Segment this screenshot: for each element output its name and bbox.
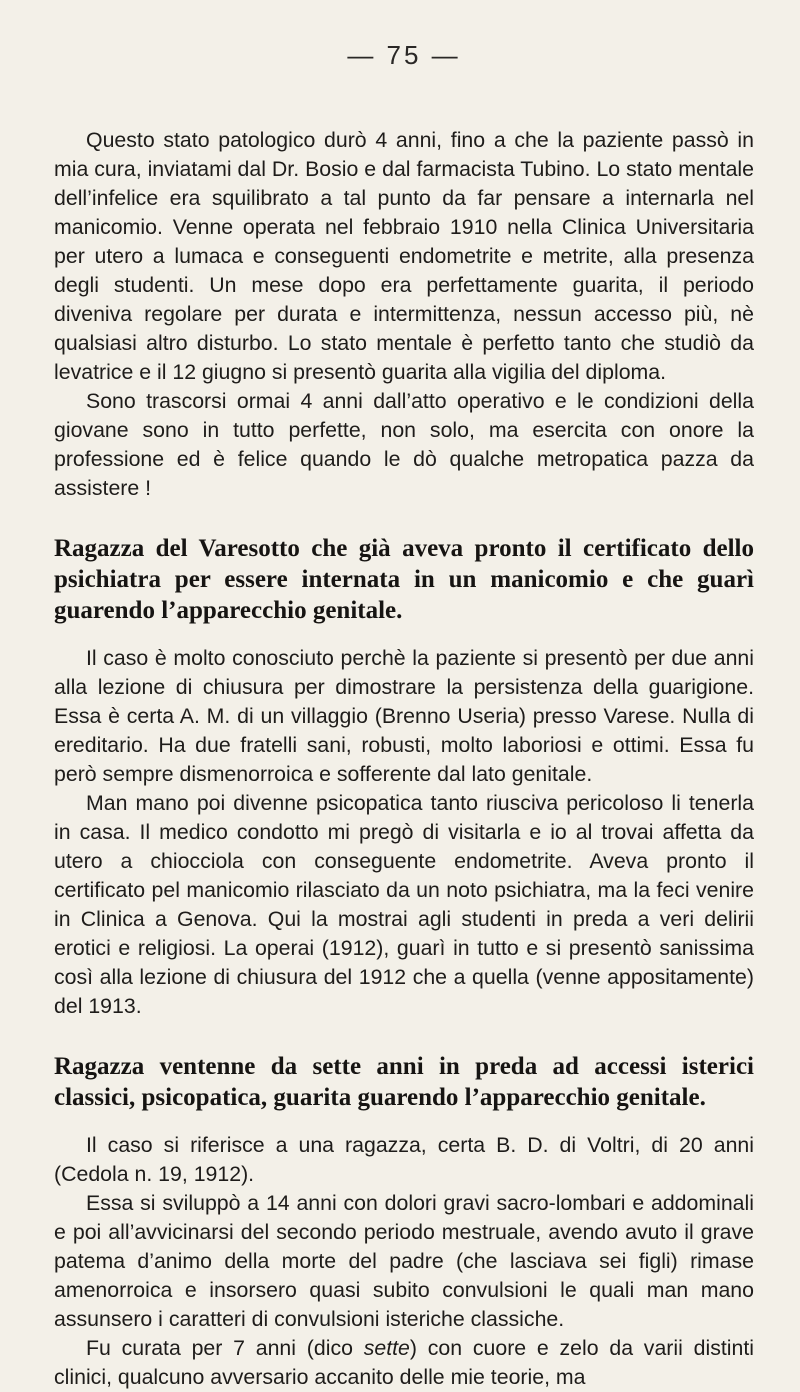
section-heading-1: Ragazza del Varesotto che già aveva pronto il certificato dello psichiatra per essere internata in un manicomio e che guarì guarendo l’apparecchio genitale.	[54, 535, 754, 624]
paragraph-7-text-a: Fu curata per 7 anni (dico	[86, 1336, 364, 1360]
paragraph-7-emphasis: sette	[363, 1336, 410, 1360]
page-number: — 75 —	[347, 40, 461, 70]
paragraph-2: Sono trascorsi ormai 4 anni dall’atto operativo e le condizioni della giovane sono in tutto perfette, non solo, ma esercita con onore la professione ed è felice quando le dò qualche metropatica pazza da assistere !	[54, 389, 754, 500]
paragraph-3: Il caso è molto conosciuto perchè la paziente si presentò per due anni alla lezione di chiusura per dimostrare la persistenza della guarigione. Essa è certa A. M. di un villaggio (Brenno Useria) presso Varese. Nulla di ereditario. Ha due fratelli sani, robusti, molto laboriosi e ottimi. Essa fu però sempre dismenorroica e sofferente dal lato genitale.	[54, 646, 754, 786]
paragraph-4: Man mano poi divenne psicopatica tanto riusciva pericoloso li tenerla in casa. Il medico condotto mi pregò di visitarla e io al trovai affetta da utero a chiocciola con conseguente endometrite. Aveva pronto il certificato pel manicomio rilasciato da un noto psichiatra, ma la feci venire in Clinica a Genova. Qui la mostrai agli studenti in preda a veri delirii erotici e religiosi. La operai (1912), guarì in tutto e si presentò sanissima così alla lezione di chiusura del 1912 che a quella (venne appositamente) del 1913.	[54, 791, 754, 1018]
paragraph-7-text-b: ) con cuore e zelo da varii distinti clinici, qualcuno avversario accanito delle mie teorie, ma	[54, 1336, 754, 1389]
book-page	[54, 0, 754, 1389]
section-heading-2: Ragazza ventenne da sette anni in preda ad accessi isterici classici, psicopatica, guarita guarendo l’apparecchio genitale.	[54, 1053, 754, 1111]
paragraph-6: Essa si sviluppò a 14 anni con dolori gravi sacro-lombari e addominali e poi all’avvicinarsi del secondo periodo mestruale, avendo avuto il grave patema d’animo della morte del padre (che lasciava sei figli) rimase amenorroica e insorsero quasi subito convulsioni le quali man mano assunsero i caratteri di convulsioni isteriche classiche.	[54, 1191, 754, 1331]
page-body	[54, 126, 754, 1392]
paragraph-7	[54, 1334, 754, 1392]
paragraph-5: Il caso si riferisce a una ragazza, certa B. D. di Voltri, di 20 anni (Cedola n. 19, 1912).	[54, 1133, 754, 1186]
paragraph-1: Questo stato patologico durò 4 anni, fino a che la paziente passò in mia cura, inviatami dal Dr. Bosio e dal farmacista Tubino. Lo stato mentale dell’infelice era squilibrato a tal punto da far pensare a internarla nel manicomio. Venne operata nel febbraio 1910 nella Clinica Universitaria per utero a lumaca e conseguenti endometrite e metrite, alla presenza degli studenti. Un mese dopo era perfettamente guarita, il periodo diveniva regolare per durata e intermittenza, nessun accesso più, nè qualsiasi altro disturbo. Lo stato mentale è perfetto tanto che studiò da levatrice e il 12 giugno si presentò guarita alla vigilia del diploma.	[54, 128, 754, 384]
